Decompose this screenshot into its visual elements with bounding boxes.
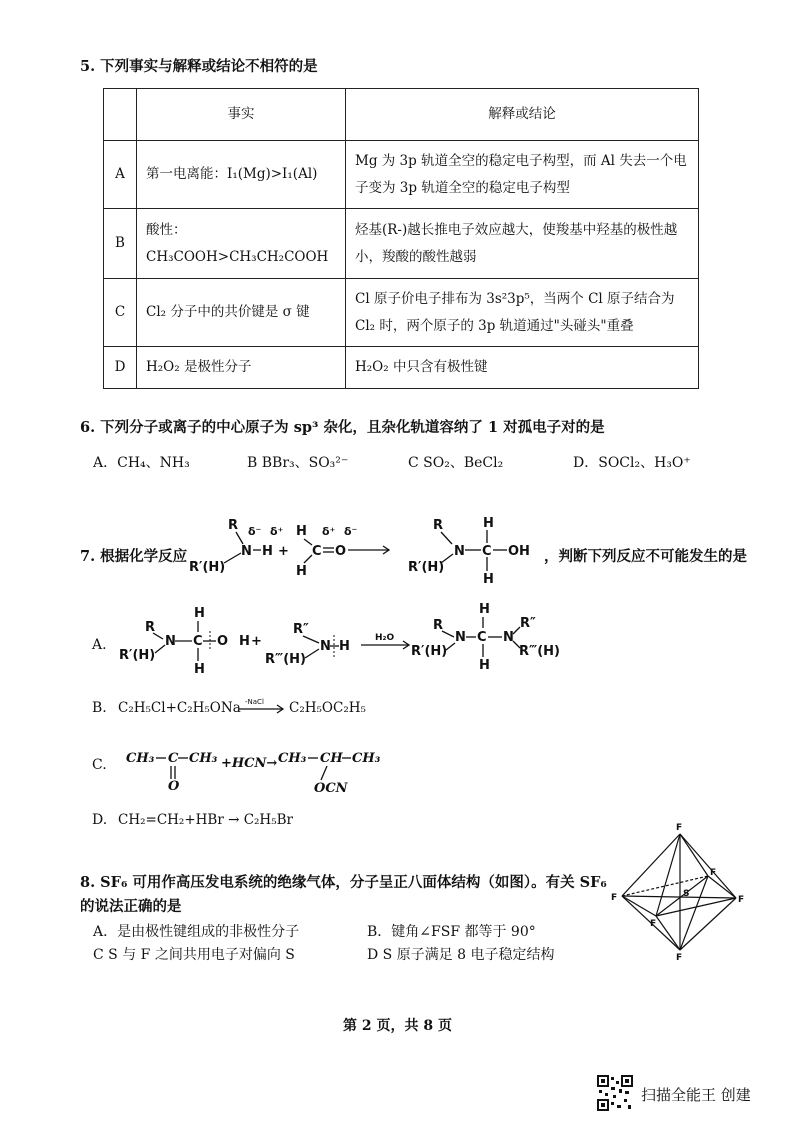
table-row [104, 209, 699, 279]
sym-o: O [168, 779, 180, 794]
q8-option-a: A．是由极性键组成的非极性分子 [93, 924, 300, 940]
q7-stem-b: ，判断下列反应不可能发生的是 [544, 548, 747, 565]
sym-h: H [194, 606, 205, 621]
delta-minus: δ⁻ [344, 525, 358, 538]
sym-h: H [262, 544, 273, 559]
atom-f: F [611, 893, 618, 903]
sym-r-prime: R′(H) [119, 648, 156, 663]
atom-f: F [676, 953, 683, 960]
sym-ch3: CH₃ [189, 751, 218, 766]
sym-oh: OH [508, 544, 530, 559]
q7-b-right: C₂H₅OC₂H₅ [289, 700, 366, 716]
row-letter: C [104, 279, 137, 347]
row-letter: D [104, 347, 137, 389]
sym-h: H [479, 603, 490, 617]
q7-reaction-scheme [186, 515, 544, 587]
sym-n: N [165, 634, 176, 649]
q7-b-left: C₂H₅Cl+C₂H₅ONa [118, 700, 241, 716]
q7-d-text: CH₂=CH₂+HBr → C₂H₅Br [118, 812, 293, 828]
sym-n: N [454, 544, 465, 559]
sym-ocn: OCN [314, 781, 348, 796]
condition-nacl: -NaCl [245, 698, 264, 706]
sym-o: O [217, 634, 229, 649]
delta-plus: δ⁺ [270, 525, 284, 538]
q7-option-a-scheme [115, 603, 585, 683]
sym-n: N [320, 639, 331, 654]
q7-label-a: A. [92, 637, 107, 653]
atom-f: F [650, 919, 657, 929]
sym-h: H [479, 658, 490, 673]
q7-b-arrow [237, 697, 287, 717]
row-explain: Mg 为 3p 轨道全空的稳定电子构型，而 Al 失去一个电子变为 3p 轨道全空的稳定电子构型 [346, 141, 699, 209]
delta-plus: δ⁺ [322, 525, 336, 538]
row-letter: B [104, 209, 137, 279]
sym-n: N [241, 544, 252, 559]
q8-option-b: B．键角∠FSF 都等于 90° [367, 924, 536, 940]
delta-minus: δ⁻ [248, 525, 262, 538]
q6-option-c: C SO₂、BeCl₂ [408, 455, 504, 471]
sym-ch3: CH₃ [352, 751, 380, 766]
sym-r: R [228, 518, 239, 533]
sym-ch3: CH₃ [126, 751, 155, 766]
q8-stem-2: 的说法正确的是 [80, 898, 182, 915]
sym-ch3: CH₃ [278, 751, 307, 766]
q8-stem-1: 8. SF₆ 可用作高压发电系统的绝缘气体，分子呈正八面体结构（如图）。有关 SF₆ [80, 874, 607, 891]
q8-option-d: D S 原子满足 8 电子稳定结构 [367, 947, 555, 963]
q8-option-c: C S 与 F 之间共用电子对偏向 S [93, 947, 295, 963]
sym-h: H [296, 524, 307, 539]
sym-h: H [339, 639, 350, 654]
table-row [104, 279, 699, 347]
sym-c: C [312, 544, 322, 559]
row-explain: H₂O₂ 中只含有极性键 [346, 347, 699, 389]
sym-hcn: +HCN→ [221, 756, 278, 771]
q7-label-d: D. [92, 812, 108, 828]
sf6-octahedron-figure [610, 820, 750, 960]
q7-stem-a: 7. 根据化学反应 [80, 548, 188, 565]
atom-s: S [683, 889, 690, 899]
q7-option-c-scheme [120, 740, 380, 806]
q5-table [103, 88, 699, 389]
row-fact: 酸性：CH₃COOH>CH₃CH₂COOH [137, 209, 346, 279]
header-explain: 解释或结论 [346, 89, 699, 141]
plus-sign: + [278, 544, 289, 559]
sym-h: H [194, 662, 205, 677]
sym-c: C [482, 544, 492, 559]
sym-r-triple: R‴(H) [265, 652, 306, 667]
table-row [104, 141, 699, 209]
atom-f: F [738, 895, 745, 905]
sym-h: H [483, 516, 494, 531]
plus-sign: + [251, 634, 262, 649]
q5-stem: 5. 下列事实与解释或结论不相符的是 [80, 58, 318, 75]
sym-h: H [483, 572, 494, 587]
sym-c: C [477, 630, 487, 645]
sym-r-double: R″ [520, 616, 536, 631]
row-fact: H₂O₂ 是极性分子 [137, 347, 346, 389]
row-fact: Cl₂ 分子中的共价键是 σ 键 [137, 279, 346, 347]
sym-r-triple: R‴(H) [519, 644, 560, 659]
q6-option-a: A．CH₄、NH₃ [93, 455, 190, 471]
sym-r-prime: R′(H) [189, 560, 226, 575]
q7-label-b: B. [92, 700, 107, 716]
header-blank [104, 89, 137, 141]
condition-h2o: H₂O [375, 633, 395, 643]
sym-r-prime: R′(H) [411, 644, 448, 659]
q6-option-d: D．SOCl₂、H₃O⁺ [573, 455, 691, 471]
qr-code-icon [597, 1075, 633, 1111]
header-fact: 事实 [137, 89, 346, 141]
sym-r: R [145, 620, 156, 635]
sym-c: C [193, 634, 203, 649]
sym-ch: CH [320, 751, 343, 766]
row-letter: A [104, 141, 137, 209]
q7-label-c: C. [92, 757, 107, 773]
table-row [104, 347, 699, 389]
sym-n: N [503, 630, 514, 645]
q6-option-b: B BBr₃、SO₃²⁻ [247, 455, 349, 471]
row-explain: Cl 原子价电子排布为 3s²3p⁵，当两个 Cl 原子结合为 Cl₂ 时，两个原子的 3p 轨道通过"头碰头"重叠 [346, 279, 699, 347]
atom-f: F [676, 823, 683, 833]
atom-f: F [710, 868, 717, 878]
sym-n: N [455, 630, 466, 645]
sym-h: H [239, 634, 250, 649]
sym-o: O [335, 544, 347, 559]
sym-r: R [433, 518, 444, 533]
q6-stem: 6. 下列分子或离子的中心原子为 sp³ 杂化，且杂化轨道容纳了 1 对孤电子对的是 [80, 419, 605, 436]
sym-h: H [296, 564, 307, 579]
sym-r-prime: R′(H) [408, 560, 445, 575]
sym-r: R [433, 618, 444, 633]
row-fact: 第一电离能：I₁(Mg)>I₁(Al) [137, 141, 346, 209]
sym-c: C [168, 751, 179, 766]
page-footer: 第 2 页，共 8 页 [343, 1018, 452, 1034]
sym-r-double: R″ [293, 622, 309, 637]
row-explain: 烃基(R-)越长推电子效应越大，使羧基中羟基的极性越小，羧酸的酸性越弱 [346, 209, 699, 279]
camscanner-watermark: 扫描全能王 创建 [641, 1086, 751, 1104]
